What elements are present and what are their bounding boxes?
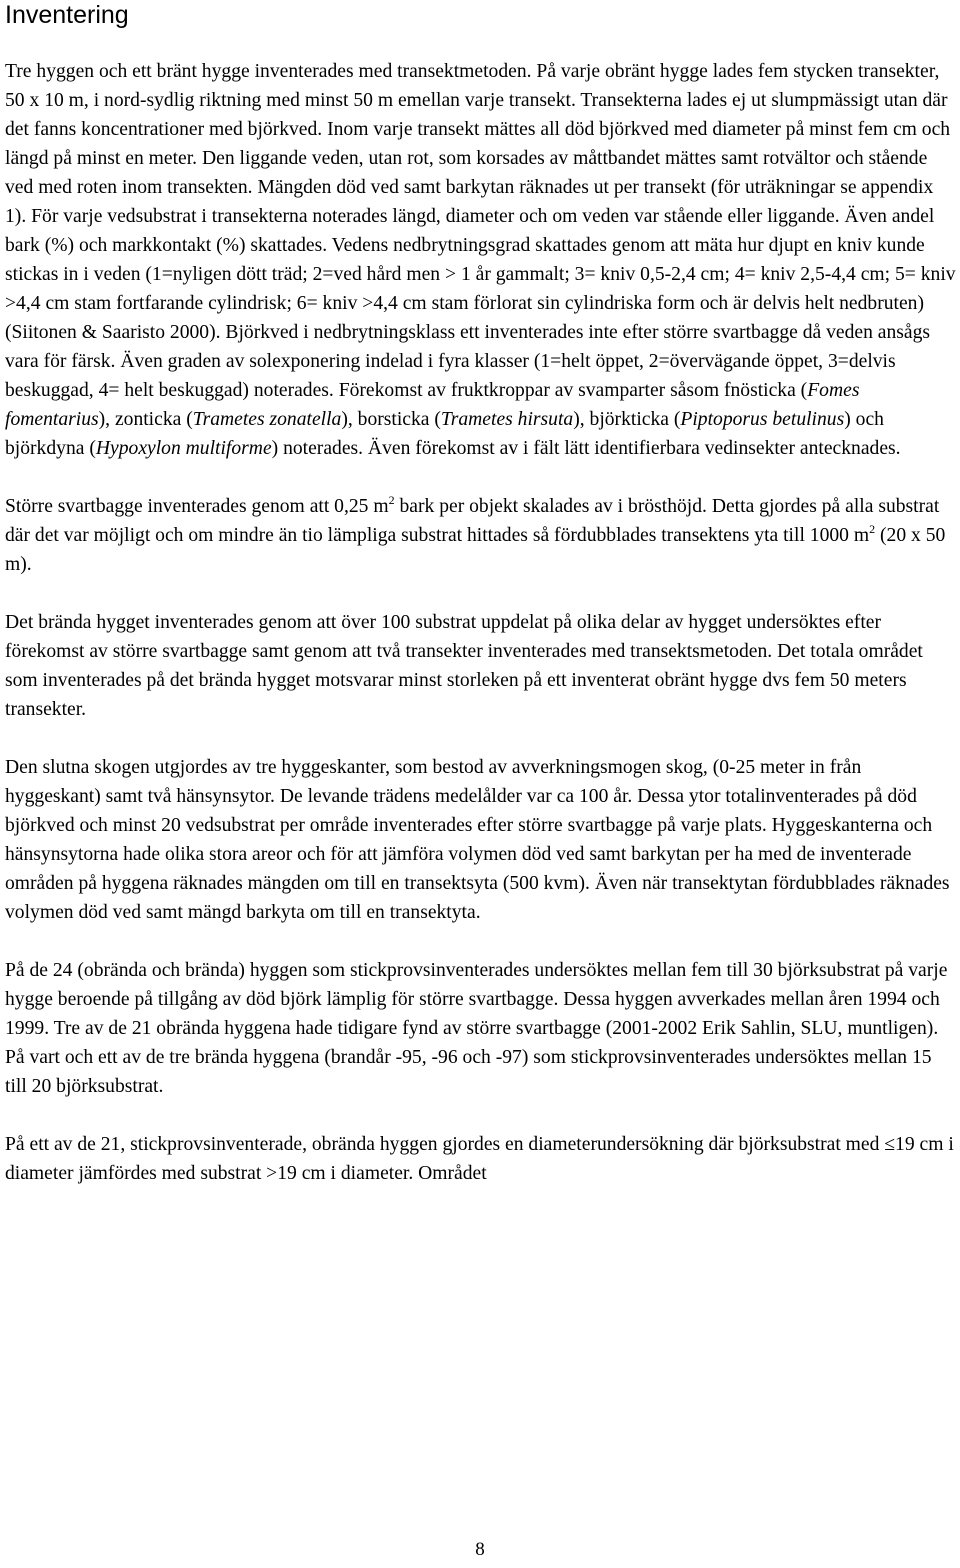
paragraph-spot-sampling	[5, 956, 957, 1101]
paragraph-burnt-clearcut	[5, 608, 957, 724]
page-number: 8	[475, 1539, 485, 1560]
text-segment: På de 24 (obrända och brända) hyggen som stickprovsinventerades undersöktes mellan fem till 30 björksubstrat på varje hygge beroende på tillgång av död björk lämplig för större svartbagge. Dessa hyggen avverkades mellan åren 1994 och 1999. Tre av de 21 obrända hyggena hade tidigare fynd av större svartbagge (2001-2002 Erik Sahlin, SLU, muntligen). På vart och ett av de tre brända hyggena (brandår -95, -96 och -97) som stickprovsinventerades undersöktes mellan 15 till 20 björksubstrat.	[5, 960, 948, 1097]
text-segment: Det brända hygget inventerades genom att över 100 substrat uppdelat på olika delar av hygget undersöktes efter förekomst av större svartbagge samt genom att två transekter inventerades med transektsmetoden. Det totala området som inventerades på det brända hygget motsvarar minst storleken på ett inventerat obränt hygge dvs fem 50 meters transekter.	[5, 612, 923, 720]
species-name: Piptoporus betulinus	[680, 409, 845, 430]
text-segment: ), zonticka (	[98, 409, 193, 430]
section-heading: Inventering	[5, 1, 129, 29]
text-segment: Större svartbagge inventerades genom att 0,25 m	[5, 496, 389, 517]
text-segment: Den slutna skogen utgjordes av tre hyggeskanter, som bestod av avverkningsmogen skog, (0-25 meter in från hyggeskant) samt två hänsynsytor. De levande trädens medelålder var ca 100 år. Dessa ytor totalinventerades på död björkved och minst 20 vedsubstrat per område inventerades efter större svartbagge på varje plats. Hyggeskanterna och hänsynsytorna hade olika stora areor och för att jämföra volymen död ved samt barkytan per ha med de inventerade områden på hyggena räknades mängden om till en transektsyta (500 kvm). Även när transektytan fördubblades räknades volymen död ved samt mängd barkyta om till en transektyta.	[5, 757, 950, 923]
text-segment: Tre hyggen och ett bränt hygge inventerades med transektmetoden. På varje obränt hygge lades fem stycken transekter, 50 x 10 m, i nord-sydlig riktning med minst 50 m emellan varje transekt. Transekterna lades ej ut slumpmässigt utan där det fanns koncentrationer med björkved. Inom varje transekt mättes all död björkved med diameter på minst fem cm och längd på minst en meter. Den liggande veden, utan rot, som korsades av måttbandet mättes samt rotvältor och stående ved med roten inom transekten. Mängden död ved samt barkytan räknades ut per transekt (för uträkningar se appendix 1). För varje vedsubstrat i transekterna noterades längd, diameter och om veden var stående eller liggande. Även andel bark (%) och markkontakt (%) skattades. Vedens nedbrytningsgrad skattades genom att mäta hur djupt en kniv kunde stickas in i veden (1=nyligen dött träd; 2=ved hård men > 1 år gammalt; 3= kniv 0,5-2,4 cm; 4= kniv 2,5-4,4 cm; 5= kniv >4,4 cm stam fortfarande cylindrisk; 6= kniv >4,4 cm stam förlorat sin cylindriska form och är delvis helt nedbruten) (Siitonen & Saaristo 2000). Björkved i nedbrytningsklass ett inventerades inte efter större svartbagge då veden ansågs vara för färsk. Även graden av solexponering indelad i fyra klasser (1=helt öppet, 2=övervägande öppet, 3=delvis beskuggad, 4= helt beskuggad) noterades. Förekomst av fruktkroppar av svamparter såsom fnösticka (	[5, 61, 956, 401]
text-segment: (20 x 50 m).	[5, 525, 946, 575]
species-name: Trametes zonatella	[192, 409, 342, 430]
superscript: 2	[869, 522, 876, 536]
text-segment: bark per objekt skalades av i brösthöjd. Detta gjordes på alla substrat där det var möjligt och om mindre än tio lämpliga substrat hittades så fördubblades transektens yta till 1000 m	[5, 496, 940, 546]
species-name: Fomes fomentarius	[5, 380, 860, 430]
species-name: Trametes hirsuta	[440, 409, 574, 430]
body-text	[5, 57, 957, 1188]
paragraph-diameter-study	[5, 1130, 957, 1188]
text-segment: ) noterades. Även förekomst av i fält lätt identifierbara vedinsekter antecknades.	[271, 438, 901, 459]
species-name: Hypoxylon multiforme	[95, 438, 272, 459]
text-segment: ) och björkdyna (	[5, 409, 884, 459]
superscript: 2	[388, 493, 395, 507]
paragraph-transect-method	[5, 57, 957, 463]
paragraph-closed-forest	[5, 753, 957, 927]
text-segment: ), borsticka (	[341, 409, 441, 430]
paragraph-bark-sampling	[5, 492, 957, 579]
text-segment: ), björkticka (	[573, 409, 681, 430]
text-segment: På ett av de 21, stickprovsinventerade, obrända hyggen gjordes en diameterundersökning där björksubstrat med ≤19 cm i diameter jämfördes med substrat >19 cm i diameter. Området	[5, 1134, 954, 1184]
